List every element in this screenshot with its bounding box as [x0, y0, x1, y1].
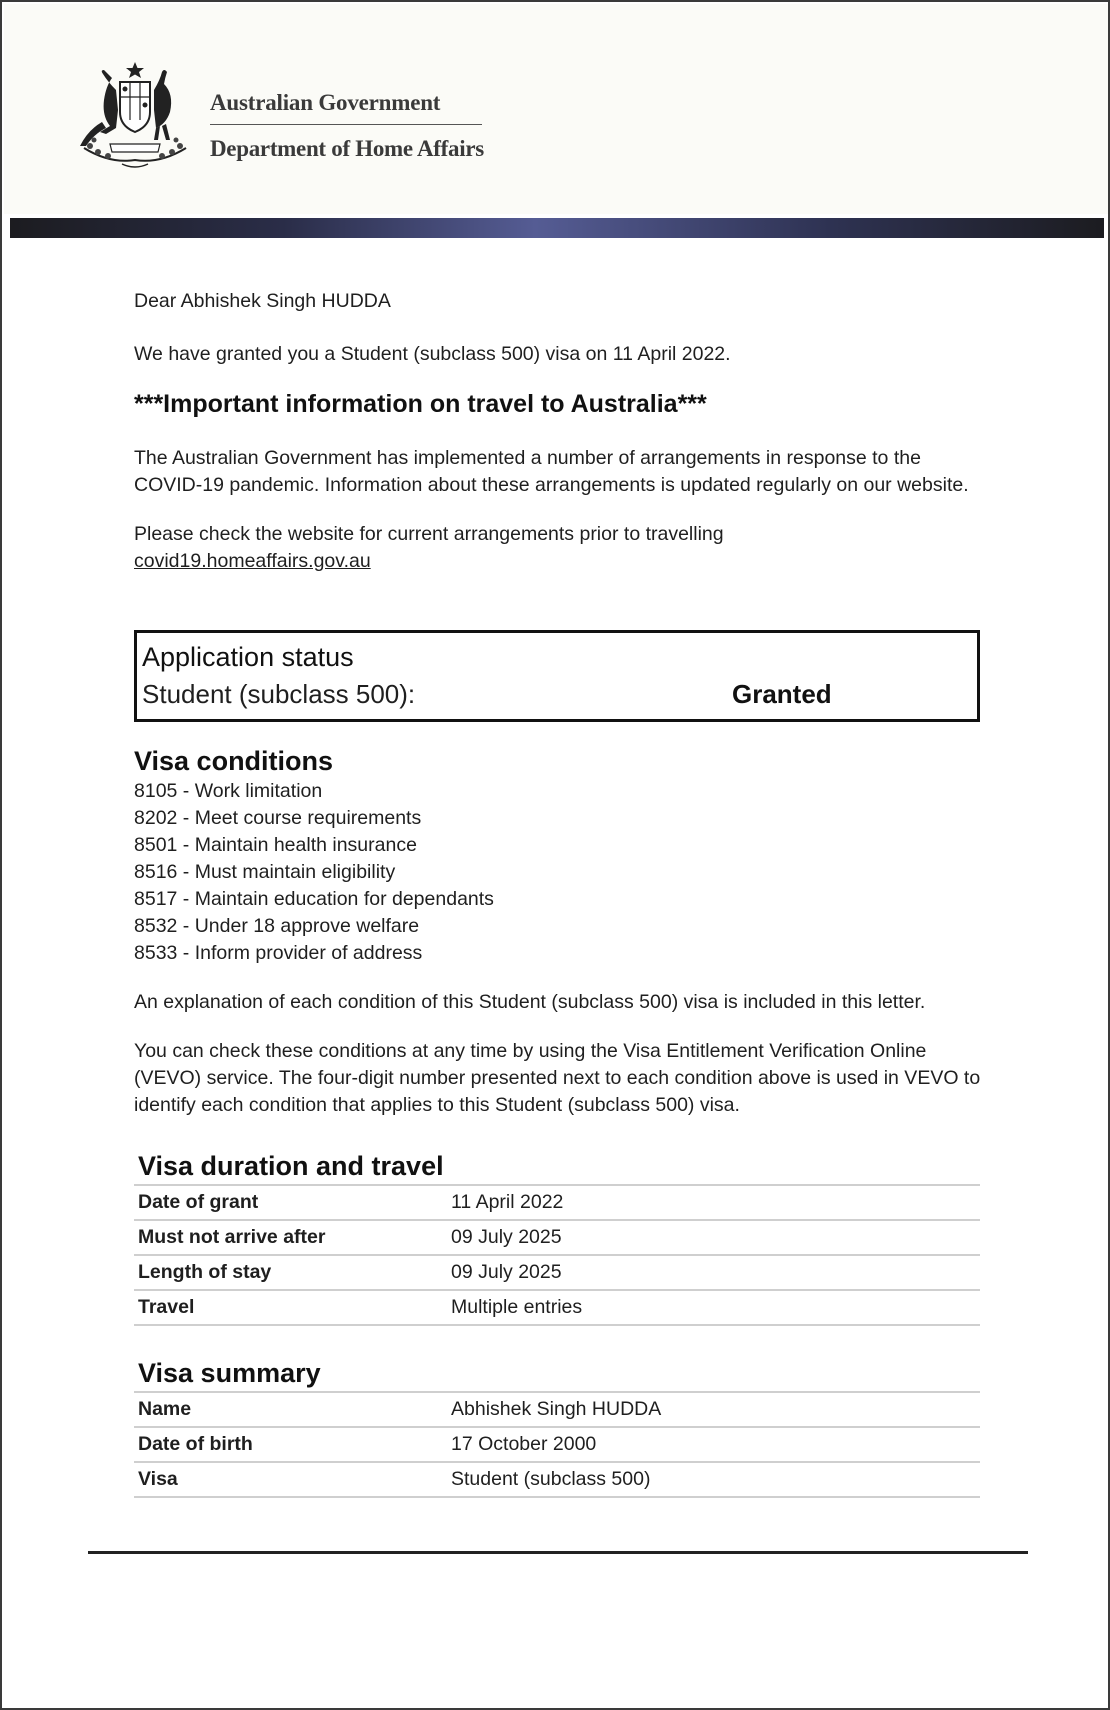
conditions-explanation: An explanation of each condition of this Student (subclass 500) visa is included in this letter. — [134, 991, 926, 1013]
visa-summary-heading: Visa summary — [134, 1355, 980, 1393]
row-value: Multiple entries — [451, 1296, 583, 1318]
header-color-band — [10, 218, 1104, 238]
department-name: Department of Home Affairs — [210, 136, 484, 161]
row-label: Visa — [138, 1468, 178, 1490]
table-row — [134, 1428, 980, 1463]
row-label: Length of stay — [138, 1261, 272, 1283]
row-label: Date of birth — [138, 1433, 253, 1455]
application-status-row — [142, 675, 977, 713]
agency-name-block — [210, 90, 482, 162]
letterhead — [4, 4, 1108, 214]
table-row — [134, 1291, 980, 1326]
visa-conditions-heading: Visa conditions — [134, 746, 334, 776]
table-row — [134, 1256, 980, 1291]
important-heading: ***Important information on travel to Australia*** — [134, 390, 707, 418]
row-label: Travel — [138, 1296, 195, 1318]
row-value: Student (subclass 500) — [451, 1468, 651, 1490]
letter-intro — [134, 288, 984, 575]
grant-sentence: We have granted you a Student (subclass 500) visa on 11 April 2022. — [134, 343, 731, 365]
visa-conditions-section — [134, 744, 984, 1119]
visa-duration-heading: Visa duration and travel — [134, 1148, 980, 1186]
row-value: 09 July 2025 — [451, 1261, 562, 1283]
covid-paragraph: The Australian Government has implemented a number of arrangements in response to the COVID-19 pandemic. Information about these arrangements is updated regularly on our website. — [134, 447, 969, 496]
condition-item: 8501 - Maintain health insurance — [134, 834, 417, 856]
row-label: Must not arrive after — [138, 1226, 326, 1248]
application-status-title: Application status — [142, 642, 354, 672]
vevo-paragraph: You can check these conditions at any time by using the Visa Entitlement Verification Online (VEVO) service. The four-digit number presented next to each condition above is used in VEVO to identify each condition that applies to this Student (subclass 500) visa. — [134, 1040, 981, 1116]
government-name: Australian Government — [210, 90, 482, 125]
check-text: Please check the website for current arrangements prior to travelling — [134, 523, 724, 545]
application-status-label: Student (subclass 500): — [142, 679, 416, 709]
visa-summary-table — [134, 1355, 980, 1498]
table-row — [134, 1221, 980, 1256]
row-value: 11 April 2022 — [451, 1191, 564, 1213]
footer-divider — [88, 1551, 1028, 1554]
table-row — [134, 1186, 980, 1221]
visa-duration-table — [134, 1148, 980, 1326]
row-value: 17 October 2000 — [451, 1433, 597, 1455]
condition-item: 8516 - Must maintain eligibility — [134, 861, 396, 883]
salutation: Dear Abhishek Singh HUDDA — [134, 290, 391, 312]
australian-coat-of-arms-icon — [70, 60, 200, 170]
row-value: 09 July 2025 — [451, 1226, 562, 1248]
table-row — [134, 1393, 980, 1428]
check-paragraph — [134, 521, 984, 575]
covid-website-link[interactable]: covid19.homeaffairs.gov.au — [134, 550, 371, 572]
visa-conditions-list — [134, 778, 984, 967]
row-label: Name — [138, 1398, 192, 1420]
table-row — [134, 1463, 980, 1498]
condition-item: 8533 - Inform provider of address — [134, 942, 423, 964]
application-status-value: Granted — [732, 679, 832, 709]
condition-item: 8202 - Meet course requirements — [134, 807, 422, 829]
row-label: Date of grant — [138, 1191, 259, 1213]
application-status-box — [134, 630, 980, 722]
row-value: Abhishek Singh HUDDA — [451, 1398, 662, 1420]
condition-item: 8532 - Under 18 approve welfare — [134, 915, 420, 937]
condition-item: 8517 - Maintain education for dependants — [134, 888, 494, 910]
condition-item: 8105 - Work limitation — [134, 780, 323, 802]
